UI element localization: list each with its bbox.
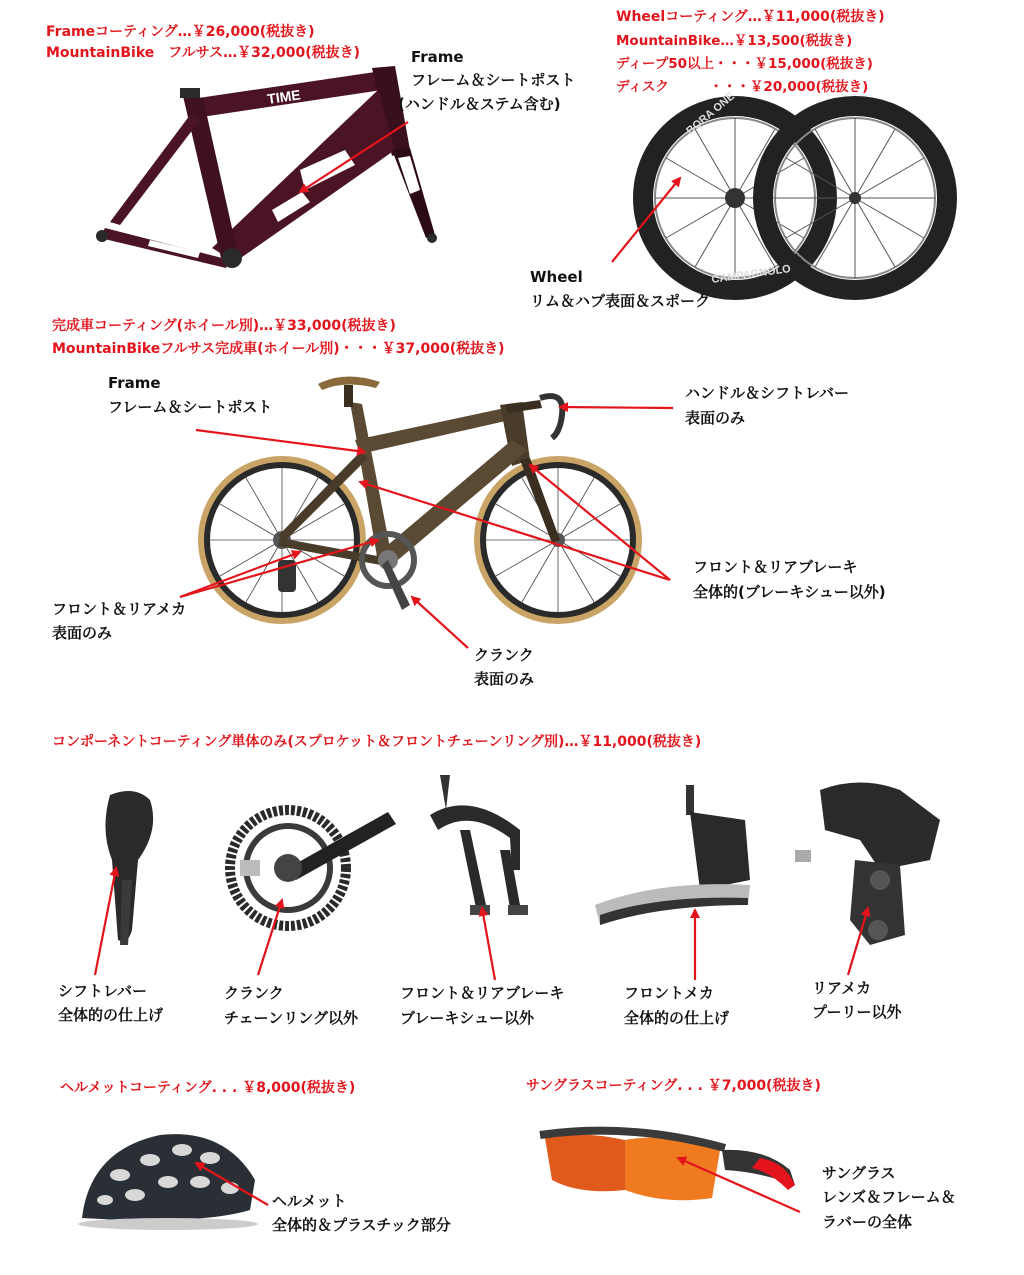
bike-brake-label-1: フロント＆リアブレーキ [693, 558, 858, 576]
rim-text-bottom: CAMPAGNOLO [710, 262, 792, 286]
front-derailleur-label-1: フロントメカ [624, 984, 714, 1002]
front-derailleur-label-2: 全体的の仕上げ [624, 1009, 730, 1027]
rim-text-top: BORA ONE [684, 90, 738, 138]
frame-callout-line-2: フレーム＆シートポスト [411, 71, 576, 89]
sunglasses-label-1: サングラス [822, 1164, 896, 1182]
frame-callout-line-1: Frame [411, 48, 464, 66]
shift-lever-arrow [95, 868, 116, 975]
helmet-label-2: 全体的＆プラスチック部分 [272, 1216, 451, 1234]
complete-price-line-2: MountainBikeフルサス完成車(ホイール別)・・・￥37,000(税抜き) [52, 341, 505, 357]
brake-component-label-2: ブレーキシュー以外 [400, 1009, 534, 1027]
sunglasses-price-line: サングラスコーティング. . . ￥7,000(税抜き) [526, 1078, 821, 1094]
bike-frame-label-1: Frame [108, 374, 161, 392]
bike-crank-label-1: クランク [474, 646, 534, 664]
crank-component-label-1: クランク [224, 984, 284, 1002]
bike-crank-arrow [412, 597, 468, 648]
complete-price-line-1: 完成車コーティング(ホイール別)…￥33,000(税抜き) [52, 318, 396, 334]
frame-brand-mark: TIME [266, 86, 302, 107]
frame-price-line-2: MountainBike フルサス…￥32,000(税抜き) [46, 45, 360, 61]
rear-derailleur-image [795, 783, 940, 946]
bike-derailleur-label-2: 表面のみ [52, 624, 113, 642]
frame-price-line-1: Frameコーティング…￥26,000(税抜き) [46, 24, 315, 40]
shift-lever-image [105, 791, 153, 945]
wheel-price-line-1: Wheelコーティング…￥11,000(税抜き) [616, 9, 885, 25]
bike-crank-label-2: 表面のみ [474, 670, 535, 688]
sunglasses-label-2: レンズ＆フレーム＆ [822, 1188, 956, 1206]
helmet-price-line: ヘルメットコーティング. . . ￥8,000(税抜き) [60, 1080, 356, 1096]
bike-handle-arrow [560, 407, 673, 408]
bike-handle-label-1: ハンドル＆シフトレバー [685, 384, 849, 402]
bike-brake-label-2: 全体的(ブレーキシュー以外) [693, 583, 886, 601]
brake-component-label-1: フロント＆リアブレーキ [400, 984, 565, 1002]
shift-lever-label-2: 全体的の仕上げ [58, 1006, 164, 1024]
bike-handle-label-2: 表面のみ [685, 409, 746, 427]
rear-derailleur-label-1: リアメカ [812, 979, 872, 997]
front-derailleur-image [595, 785, 750, 925]
shift-lever-label-1: シフトレバー [58, 982, 147, 1000]
crank-component-arrow [258, 900, 282, 975]
sunglasses-label-3: ラバーの全体 [822, 1213, 913, 1231]
wheel-callout-line-2: リム＆ハブ表面＆スポーク [530, 292, 711, 310]
component-price-line: コンポーネントコーティング単体のみ(スプロケット＆フロントチェーンリング別)…￥11,000(税抜き) [52, 734, 702, 750]
bike-frame-label-2: フレーム＆シートポスト [108, 398, 273, 416]
bike-frame-arrow [196, 430, 365, 452]
helmet-label-1: ヘルメット [272, 1192, 347, 1210]
wheel-callout-line-1: Wheel [530, 268, 583, 286]
brake-component-arrow [482, 908, 495, 980]
sunglasses-image [540, 1131, 795, 1201]
helmet-image [78, 1134, 258, 1230]
crank-component-label-2: チェーンリング以外 [224, 1009, 358, 1027]
brake-component-image [430, 775, 528, 915]
crank-component-image [230, 810, 396, 926]
wheel-price-line-3: ディープ50以上・・・￥15,000(税抜き) [616, 56, 873, 72]
frame-callout-line-3: (ハンドル＆ステム含む) [398, 95, 561, 113]
bike-derailleur-label-1: フロント＆リアメカ [52, 600, 187, 618]
wheel-price-line-4: ディスク ・・・￥20,000(税抜き) [616, 79, 869, 95]
wheel-price-line-2: MountainBike…￥13,500(税抜き) [616, 33, 853, 49]
rear-derailleur-label-2: プーリー以外 [812, 1003, 902, 1021]
